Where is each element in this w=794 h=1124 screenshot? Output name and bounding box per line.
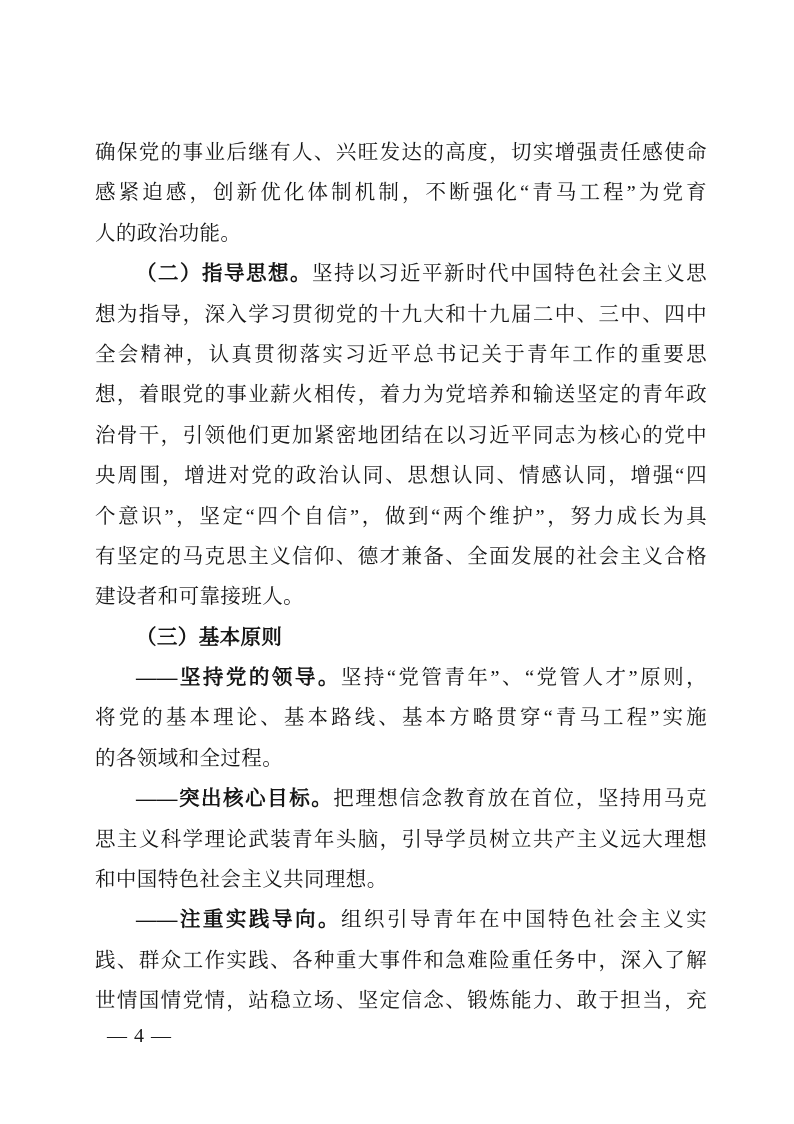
- text-line: [95, 618, 707, 658]
- text-line: [95, 739, 707, 779]
- text-line: [95, 497, 707, 537]
- line-text: 思主义科学理论武装青年头脑，引导学员树立共产主义远大理想: [95, 828, 707, 851]
- text-line: [95, 941, 707, 981]
- text-line: [95, 658, 707, 698]
- line-text: 确保党的事业后继有人、兴旺发达的高度，切实增强责任感使命: [95, 142, 707, 164]
- text-line: [95, 133, 707, 173]
- line-text: 建设者和可靠接班人。: [95, 586, 304, 609]
- text-line: [95, 456, 707, 496]
- line-text: 践、群众工作实践、各种重大事件和急难险重任务中，深入了解: [95, 949, 707, 972]
- line-text: 治骨干，引领他们更加紧密地团结在以习近平同志为核心的党中: [95, 424, 707, 447]
- text-line: [95, 214, 707, 254]
- line-text: 感紧迫感，创新优化体制机制，不断强化“青马工程”为党育: [95, 182, 707, 205]
- line-text: 个意识”，坚定“四个自信”，做到“两个维护”，努力成长为具: [95, 505, 707, 528]
- text-line: [95, 779, 707, 819]
- line-text: 把理想信念教育放在首位，坚持用马克: [333, 788, 707, 811]
- line-text: 想为指导，深入学习贯彻党的十九大和十九届二中、三中、四中: [95, 303, 707, 326]
- document-body: [95, 133, 707, 1022]
- text-line: [95, 295, 707, 335]
- page-number: — 4 —: [107, 1025, 172, 1047]
- text-line: [95, 416, 707, 456]
- text-line: [95, 860, 707, 900]
- principle-heading: ——坚持党的领导。: [136, 667, 341, 690]
- line-text: 坚持以习近平新时代中国特色社会主义思: [312, 263, 707, 286]
- line-text: 央周围，增进对党的政治认同、思想认同、情感认同，增强“四: [95, 465, 707, 488]
- line-text: 世情国情党情，站稳立场、坚定信念、锻炼能力、敢于担当，充: [95, 990, 707, 1013]
- text-line: [95, 820, 707, 860]
- line-text: 坚持“党管青年”、“党管人才”原则，: [340, 667, 707, 690]
- text-line: [95, 698, 707, 738]
- line-text: 有坚定的马克思主义信仰、德才兼备、全面发展的社会主义合格: [95, 545, 707, 568]
- principle-heading: ——注重实践导向。: [136, 909, 341, 932]
- line-text: 的各领域和全过程。: [95, 747, 284, 770]
- text-line: [95, 577, 707, 617]
- text-line: [95, 981, 707, 1021]
- text-line: [95, 900, 707, 940]
- line-text: 人的政治功能。: [95, 222, 242, 245]
- text-line: [95, 173, 707, 213]
- line-text: 全会精神，认真贯彻落实习近平总书记关于青年工作的重要思: [95, 343, 707, 366]
- line-text: 想，着眼党的事业薪火相传，着力为党培养和输送坚定的青年政: [95, 384, 707, 407]
- line-text: 将党的基本理论、基本路线、基本方略贯穿“青马工程”实施: [95, 707, 707, 730]
- line-text: 组织引导青年在中国特色社会主义实: [340, 909, 707, 932]
- principle-heading: ——突出核心目标。: [136, 788, 334, 811]
- section-heading: （三）基本原则: [136, 626, 283, 649]
- text-line: [95, 537, 707, 577]
- line-text: 和中国特色社会主义共同理想。: [95, 869, 388, 892]
- text-line: [95, 254, 707, 294]
- section-heading: （二）指导思想。: [136, 263, 313, 286]
- text-line: [95, 335, 707, 375]
- text-line: [95, 375, 707, 415]
